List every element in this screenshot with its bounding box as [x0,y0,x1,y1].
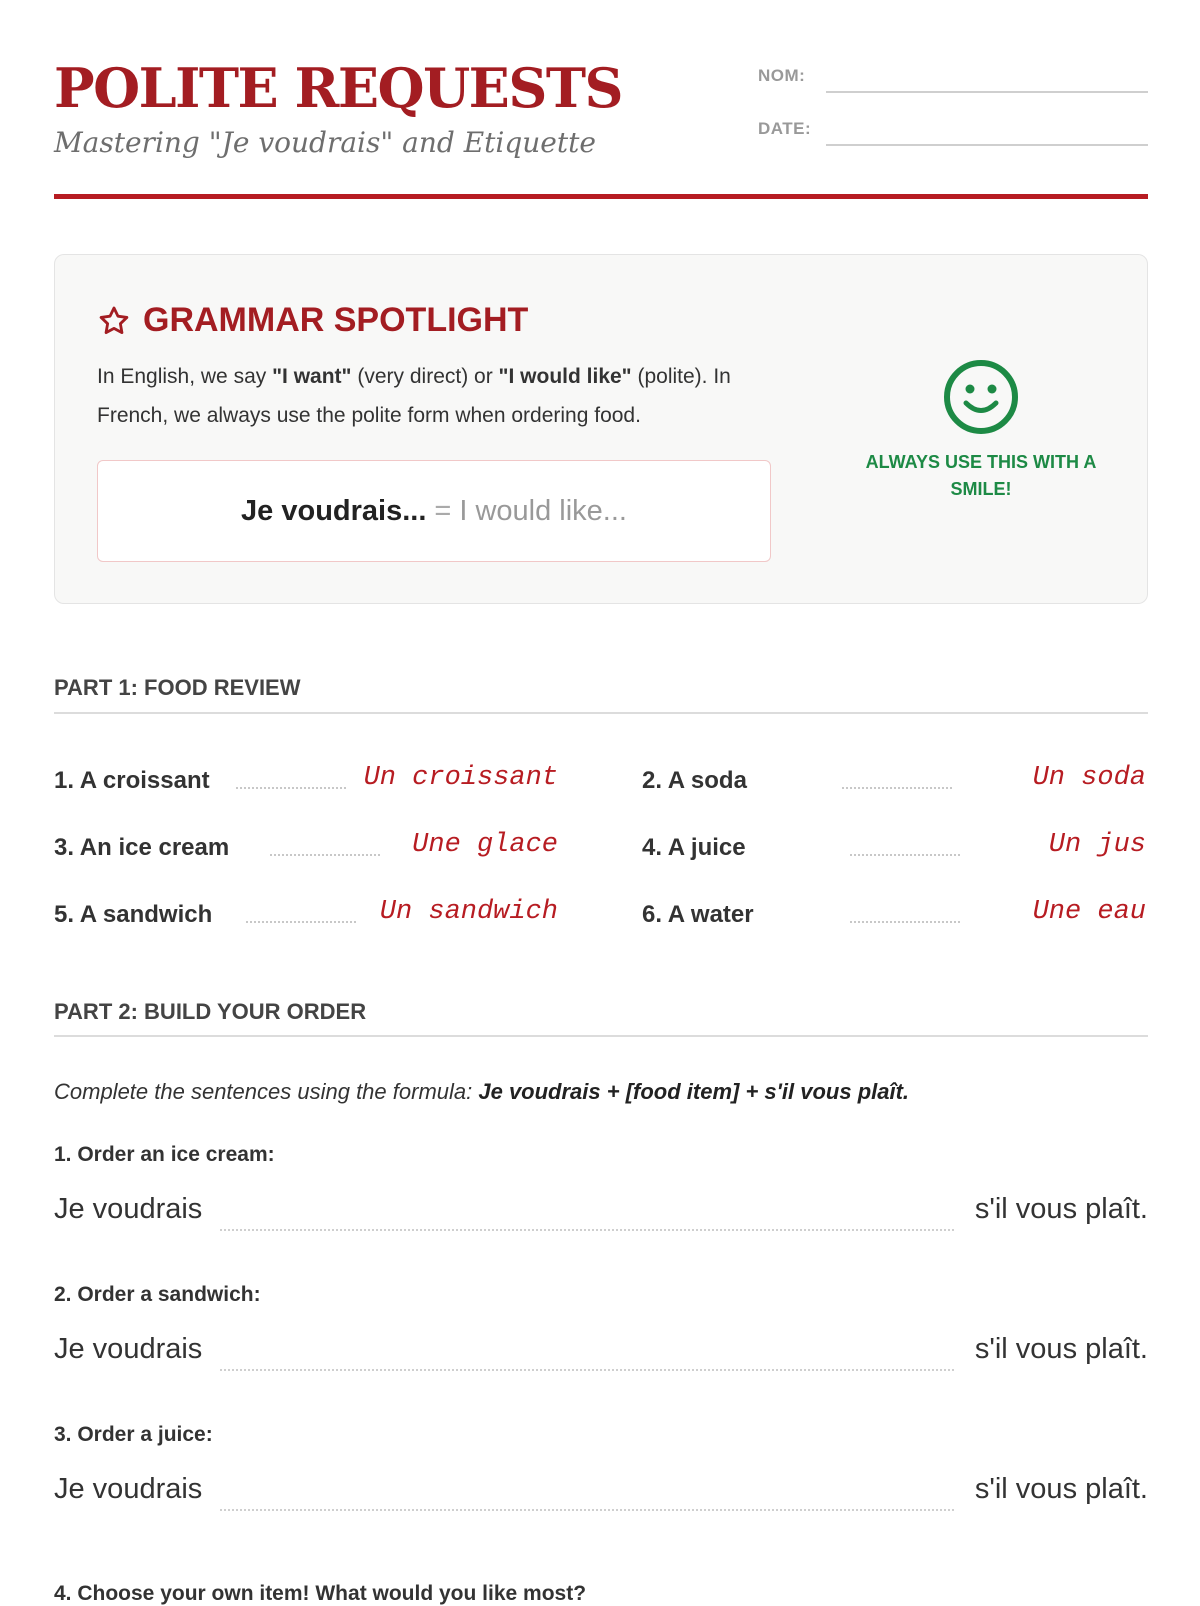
order-sentence-row [54,1193,1148,1233]
name-label: NOM: [758,66,806,85]
spotlight-text-part: In English, we say [97,365,273,388]
header [54,0,1148,200]
name-field[interactable] [758,58,1148,94]
date-line[interactable] [826,144,1148,146]
item-dots [246,921,356,923]
sentence-suffix: s'il vous plaît. [974,1333,1148,1365]
spotlight-text-bold: "I want" [272,365,352,388]
item-answer: Un croissant [363,763,558,793]
item-label: 1. A croissant [54,767,210,794]
page-title: POLITE REQUESTS [54,56,623,120]
grammar-spotlight-box [54,254,1148,604]
item-label: 6. A water [642,901,754,928]
date-field[interactable] [758,111,1148,147]
spotlight-text-part: (polite). In French, we always use the polite form when ordering food. [97,365,731,427]
answer-blank[interactable] [220,1509,954,1511]
item-label: 2. A soda [642,767,747,794]
spotlight-heading [97,301,528,340]
part2-instructions [54,1079,909,1105]
star-icon [97,304,131,338]
formula-translation: I would like... [459,494,627,527]
part1-title: PART 1: FOOD REVIEW [54,675,301,700]
item-dots [850,854,960,856]
item-dots [270,854,380,856]
sentence-prefix: Je voudrais [54,1193,203,1225]
part2-title: PART 2: BUILD YOUR ORDER [54,999,367,1024]
order-sentence-row [54,1473,1148,1513]
item-label: 5. A sandwich [54,901,213,928]
answer-blank[interactable] [220,1229,954,1231]
item-dots [236,787,346,789]
item-label: 4. A juice [642,834,746,861]
sentence-prefix: Je voudrais [54,1333,203,1365]
item-answer: Un jus [1048,830,1146,860]
formula-box [97,460,771,562]
item-answer: Un sandwich [379,897,558,927]
spotlight-title: GRAMMAR SPOTLIGHT [143,301,529,339]
sentence-suffix: s'il vous plaît. [974,1193,1148,1225]
item-answer: Une glace [412,830,558,860]
order-sentence-row [54,1333,1148,1373]
food-review-item [54,893,558,933]
header-divider [54,194,1148,199]
smiley-face-icon [942,358,1020,436]
instructions-formula: Je voudrais + [food item] + s'il vous plaît. [478,1079,910,1104]
instructions-text: Complete the sentences using the formula: [54,1079,479,1104]
item-answer: Un soda [1032,763,1146,793]
item-answer: Une eau [1032,897,1146,927]
question-label: 2. Order a sandwich: [54,1283,261,1306]
sentence-prefix: Je voudrais [54,1473,203,1505]
item-dots [850,921,960,923]
spotlight-text [97,357,777,435]
food-review-item [642,826,1146,866]
question-label: 3. Order a juice: [54,1423,213,1446]
food-review-item [54,759,558,799]
item-dots [842,787,952,789]
part2-divider [54,1035,1148,1037]
worksheet-page [54,0,1148,1605]
question-label: 4. Choose your own item! What would you like most? [54,1582,587,1605]
food-review-item [642,759,1146,799]
answer-blank[interactable] [220,1369,954,1371]
smile-caption: ALWAYS USE THIS WITH A SMILE! [865,452,1097,499]
item-label: 3. An ice cream [54,834,230,861]
name-line[interactable] [826,91,1148,93]
spotlight-text-part: (very direct) or [351,365,499,388]
sentence-suffix: s'il vous plaît. [974,1473,1148,1505]
question-label: 1. Order an ice cream: [54,1143,275,1166]
formula-term: Je voudrais... [241,494,427,527]
spotlight-text-bold: "I would like" [498,365,632,388]
formula-equals: = [434,494,452,527]
part1-divider [54,712,1148,714]
date-label: DATE: [758,119,812,138]
page-subtitle: Mastering "Je voudrais" and Etiquette [54,126,596,159]
food-review-item [642,893,1146,933]
food-review-item [54,826,558,866]
